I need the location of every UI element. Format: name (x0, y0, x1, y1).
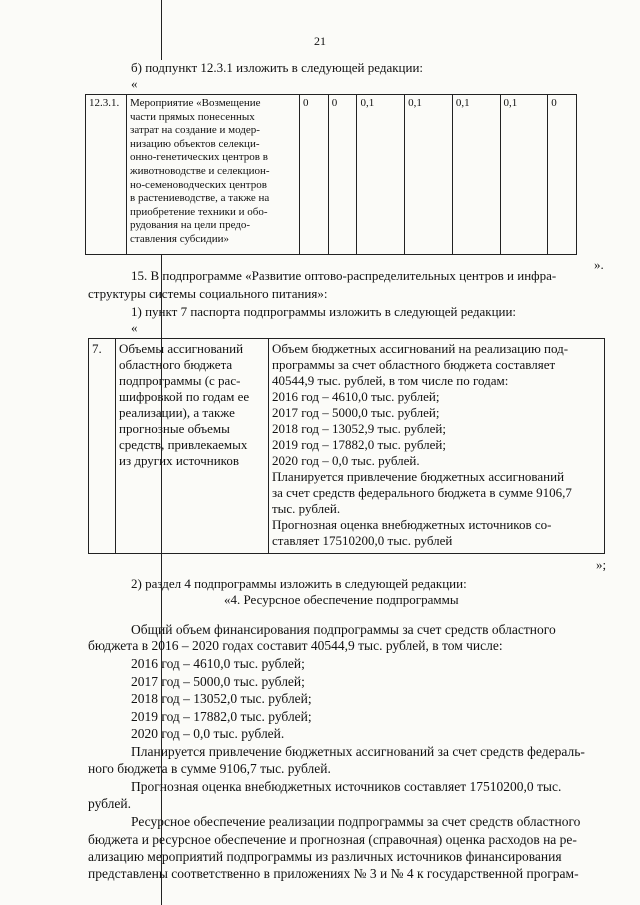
close-quote-15: »; (596, 557, 607, 572)
content-line: 40544,9 тыс. рублей, в том числе по годам: (272, 373, 509, 388)
value-cell: 0,1 (357, 95, 405, 255)
description-line: части прямых понесенных (130, 110, 255, 123)
year-line: 2020 год – 0,0 тыс. рублей. (131, 726, 285, 741)
description-line: ставления субсидии» (130, 232, 230, 245)
item-15-sub-2: 2) раздел 4 подпрограммы изложить в следующей редакции: (131, 576, 467, 591)
value-cell: 0,1 (500, 95, 548, 255)
para1-line1: Общий объем финансирования подпрограммы за счет средств областного (131, 622, 556, 637)
year-line: 2019 год – 17882,0 тыс. рублей; (131, 709, 312, 724)
para4-line4: представлены соответственно в приложениях № 3 и № 4 к государственной програм- (88, 866, 579, 881)
label-line: Объемы ассигнований (119, 341, 244, 356)
table-passport-item-7 (88, 338, 605, 554)
para4-line1: Ресурсное обеспечение реализации подпрограммы за счет средств областного (131, 814, 581, 829)
label-line: прогнозные объемы (119, 421, 230, 436)
content-line: ставляет 17510200,0 тыс. рублей (272, 533, 453, 548)
content-line: программы за счет областного бюджета составляет (272, 357, 556, 372)
description-line: онно-генетических центров в (130, 151, 268, 164)
description-line: затрат на создание и модер- (130, 124, 260, 137)
label-line: областного бюджета (119, 357, 233, 372)
row-label (116, 339, 269, 554)
para4-line3: ализацию мероприятий подпрограммы из различных источников финансирования (88, 849, 562, 864)
description-line: животноводстве и селекцион- (130, 164, 270, 177)
description-line: приобретение техники и обо- (130, 205, 268, 218)
description-line: Мероприятие «Возмещение (130, 97, 261, 109)
description-line: но-семеноводческих центров (130, 178, 267, 191)
description-line: низацию объектов селекци- (130, 137, 260, 150)
content-line: тыс. рублей. (272, 501, 341, 516)
page-number: 21 (314, 34, 326, 48)
content-line: 2020 год – 0,0 тыс. рублей. (272, 453, 420, 468)
label-line: средств, привлекаемых (119, 437, 248, 452)
section-b-heading: б) подпункт 12.3.1 изложить в следующей редакции: (131, 60, 424, 75)
year-line: 2018 год – 13052,0 тыс. рублей; (131, 691, 312, 706)
row-number: 7. (89, 339, 116, 554)
row-code: 12.3.1. (86, 95, 127, 255)
value-cell: 0 (328, 95, 357, 255)
content-line: 2017 год – 5000,0 тыс. рублей; (272, 405, 440, 420)
content-line: 2016 год – 4610,0 тыс. рублей; (272, 389, 440, 404)
value-cell: 0,1 (405, 95, 453, 255)
content-line: Прогнозная оценка внебюджетных источников со- (272, 517, 552, 532)
close-quote-b: ». (594, 257, 604, 272)
item-15-sub-1: 1) пункт 7 паспорта подпрограммы изложить в следующей редакции: (131, 304, 517, 319)
open-quote-15: « (131, 320, 138, 335)
description-line: рудования на цели предо- (130, 219, 251, 232)
para2-line1: Планируется привлечение бюджетных ассигнований за счет средств федераль- (131, 744, 585, 759)
scan-line-top (161, 0, 162, 60)
para4-line2: бюджета и ресурсное обеспечение и прогнозная (справочная) оценка расходов на ре- (88, 832, 577, 847)
label-line: подпрограммы (с рас- (119, 373, 241, 388)
content-line: Объем бюджетных ассигнований на реализацию под- (272, 341, 569, 356)
value-cell: 0 (300, 95, 329, 255)
item-15-line-2: структуры системы социального питания»: (88, 286, 328, 301)
description-line: в растениеводстве, а также на (130, 192, 270, 205)
para3-line1: Прогнозная оценка внебюджетных источников составляет 17510200,0 тыс. (131, 779, 562, 794)
value-cell: 0,1 (452, 95, 500, 255)
table-12-3-1 (85, 94, 577, 255)
section-4-title: «4. Ресурсное обеспечение подпрограммы (224, 592, 459, 607)
table-row (86, 95, 577, 255)
para1-line2: бюджета в 2016 – 2020 годах составит 40544,9 тыс. рублей, в том числе: (88, 638, 503, 653)
content-line: 2019 год – 17882,0 тыс. рублей; (272, 437, 446, 452)
row-content (269, 339, 605, 554)
open-quote-b: « (131, 76, 138, 91)
value-cell: 0 (548, 95, 577, 255)
content-line: 2018 год – 13052,9 тыс. рублей; (272, 421, 446, 436)
row-description (127, 95, 300, 255)
year-line: 2017 год – 5000,0 тыс. рублей; (131, 674, 305, 689)
para3-line2: рублей. (88, 796, 132, 811)
label-line: шифровкой по годам ее (119, 389, 250, 404)
label-line: реализации), а также (119, 405, 235, 420)
para2-line2: ного бюджета в сумме 9106,7 тыс. рублей. (88, 761, 331, 776)
content-line: Планируется привлечение бюджетных ассигнований (272, 469, 565, 484)
table-row (89, 339, 605, 554)
item-15-line-1: 15. В подпрограмме «Развитие оптово-распределительных центров и инфра- (131, 268, 557, 283)
year-line: 2016 год – 4610,0 тыс. рублей; (131, 656, 305, 671)
content-line: за счет средств федерального бюджета в сумме 9106,7 (272, 485, 572, 500)
label-line: из других источников (119, 453, 239, 468)
